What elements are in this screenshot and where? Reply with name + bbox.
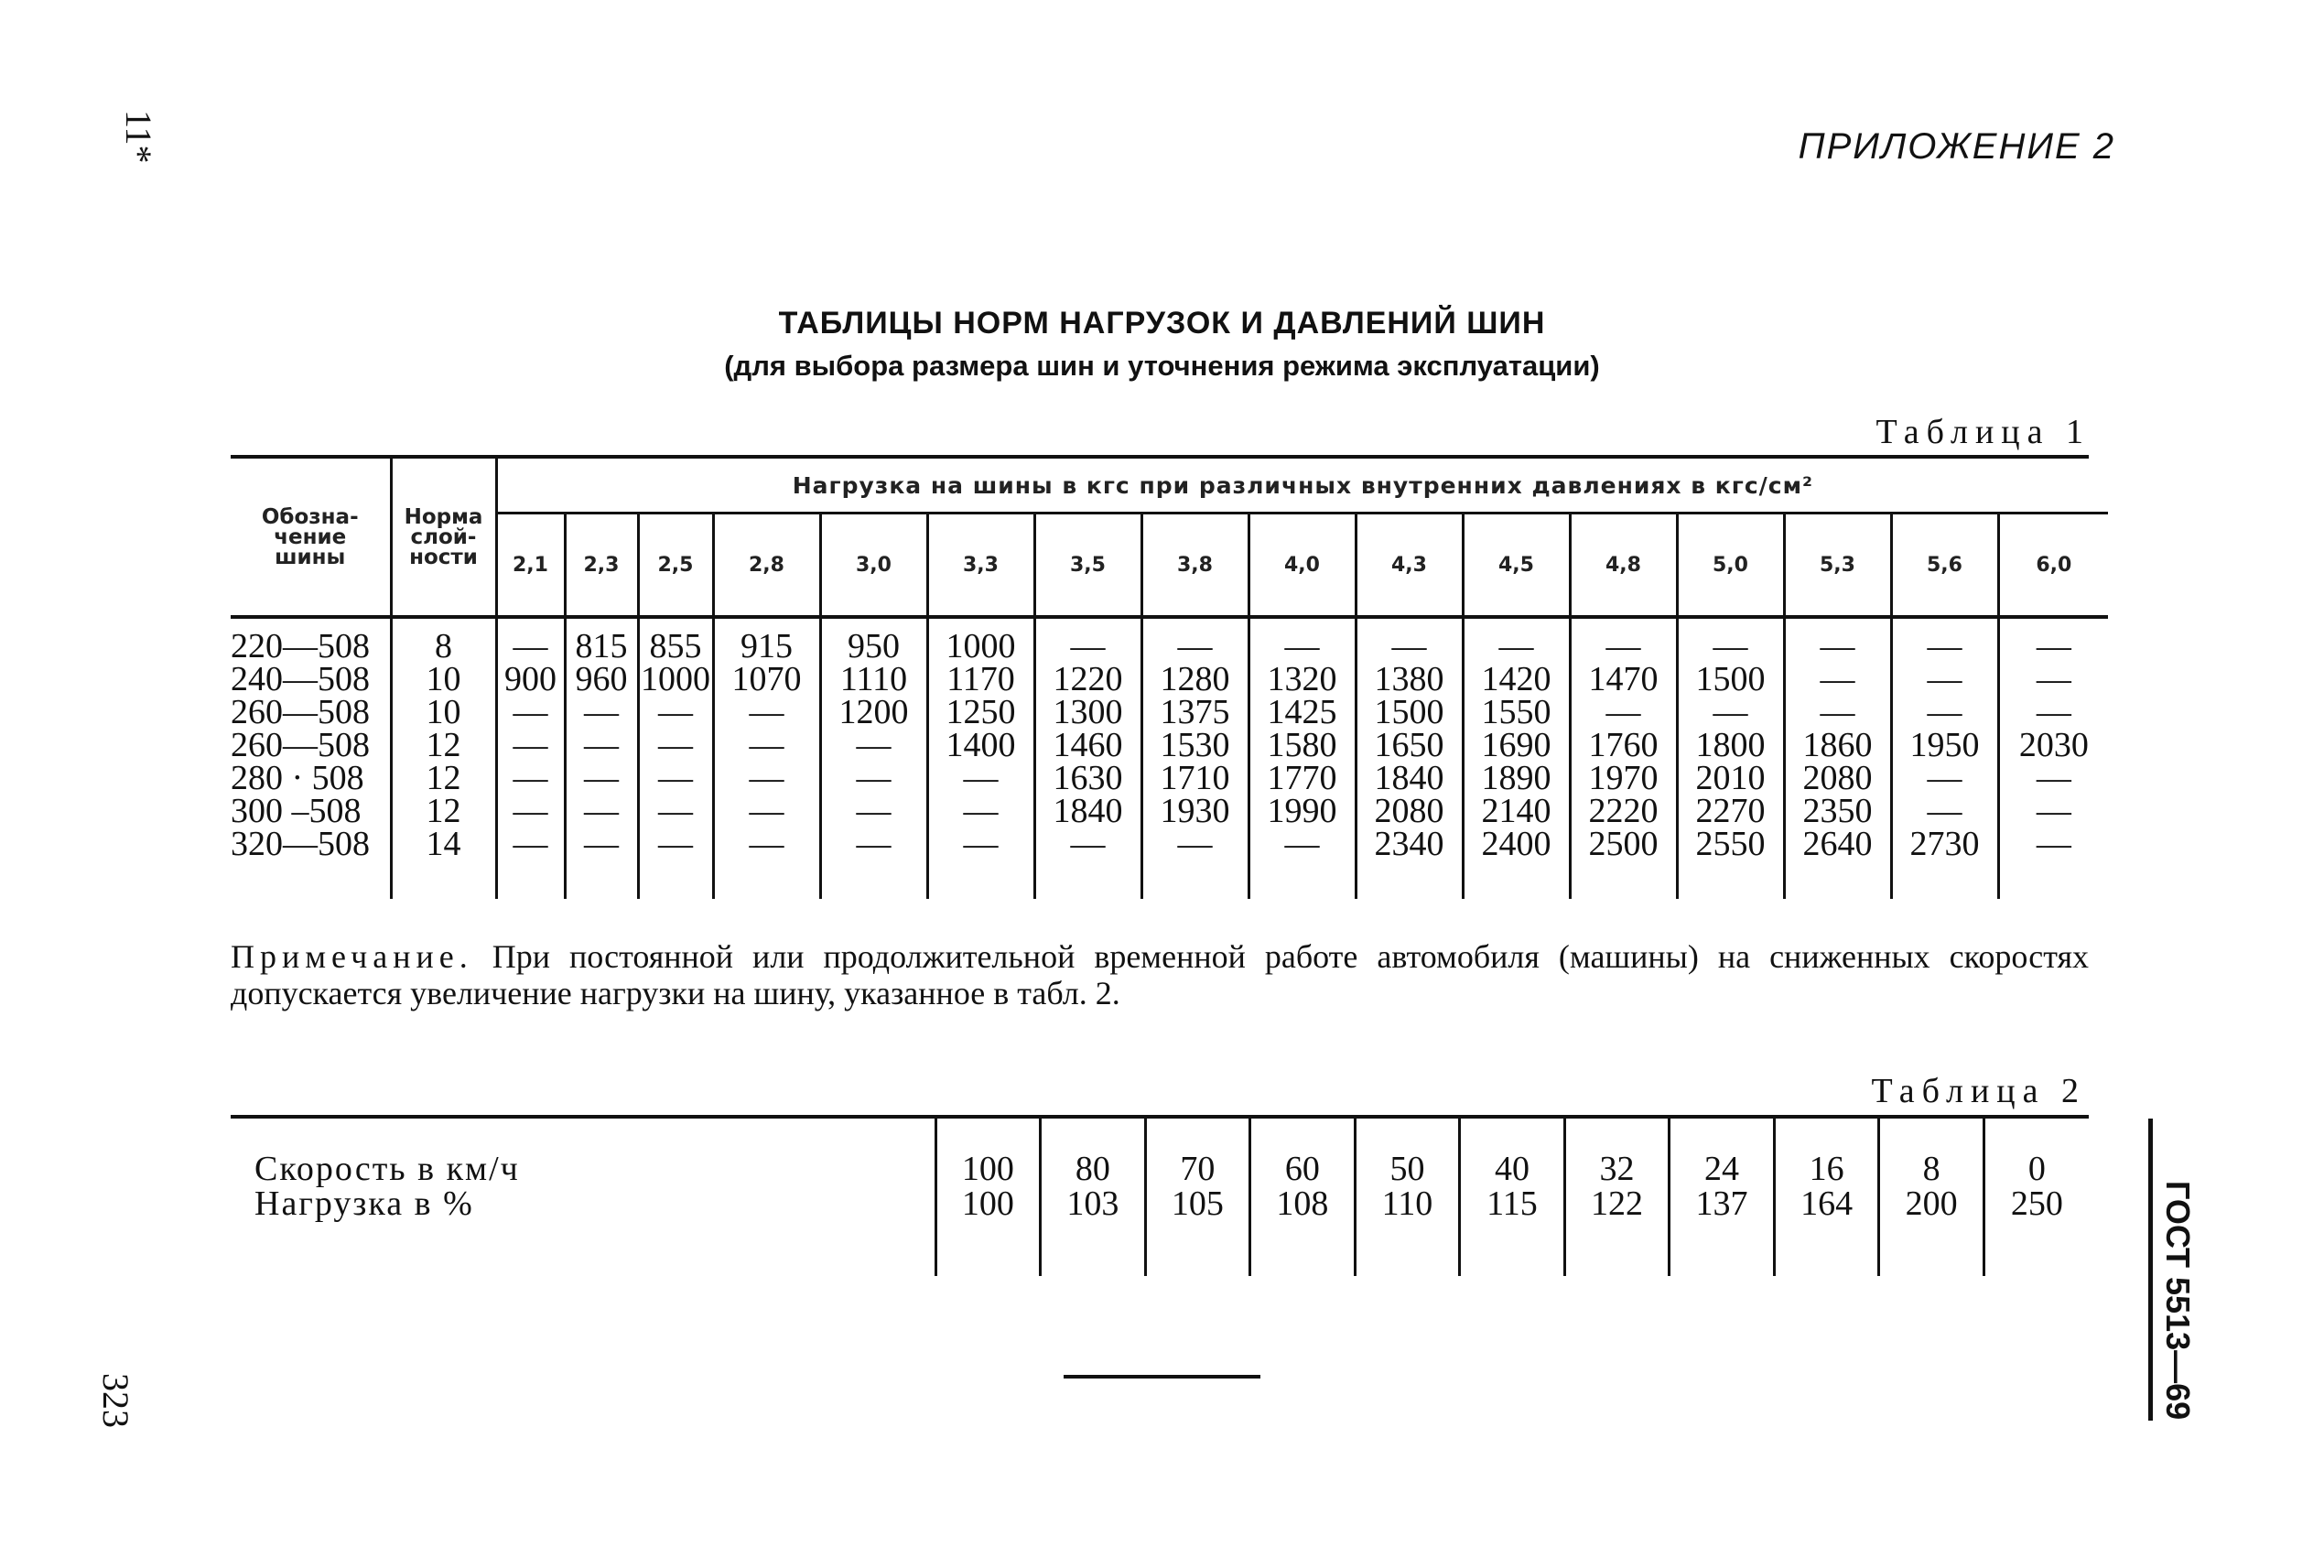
tire-designation: 300 –508 (231, 792, 362, 830)
speed-value: 24 (1670, 1152, 1775, 1186)
load-cell: — (1248, 630, 1356, 663)
pressure-header-cell: 5,0 (1677, 514, 1784, 618)
load-cell: — (1784, 663, 1891, 696)
load-cell: — (1998, 663, 2108, 696)
load-cell: 2400 (1463, 827, 1570, 860)
ply-rating: 12 (391, 762, 496, 795)
speed-load-table (231, 1115, 2089, 1276)
note-lead: Примечание. (231, 938, 473, 975)
designation-header: Обозна- чение шины (261, 504, 359, 569)
table-note (231, 938, 2089, 1011)
load-label: Нагрузка в % (254, 1184, 474, 1223)
load-cell: 1320 (1248, 663, 1356, 696)
load-cell: 1800 (1677, 729, 1784, 762)
load-cell: 1760 (1570, 729, 1677, 762)
spacer-row (231, 860, 2108, 899)
table-row (231, 630, 2108, 663)
load-cell: 2030 (1998, 729, 2108, 762)
load-cell: — (565, 827, 638, 860)
load-cell: 1630 (1034, 762, 1141, 795)
load-cell: 1000 (638, 663, 713, 696)
load-cell: 1375 (1141, 696, 1248, 729)
load-cell: 1070 (713, 663, 820, 696)
load-cell: 2080 (1356, 795, 1463, 827)
pressure-header-cell: 4,5 (1463, 514, 1570, 618)
load-cell: — (565, 696, 638, 729)
load-cell: — (820, 729, 927, 762)
table2-pad-row (231, 1221, 2089, 1276)
pressure-header-cell: 5,3 (1784, 514, 1891, 618)
load-cell: — (496, 696, 565, 729)
table-row (231, 729, 2108, 762)
load-cell: — (638, 696, 713, 729)
load-cell: — (1891, 630, 1998, 663)
load-cell: 2500 (1570, 827, 1677, 860)
load-cell: 1530 (1141, 729, 1248, 762)
tire-designation: 320—508 (231, 825, 370, 863)
load-cell: — (1891, 795, 1998, 827)
load-cell: 1970 (1570, 762, 1677, 795)
load-cell: — (638, 762, 713, 795)
pressure-header-cell: 3,8 (1141, 514, 1248, 618)
load-cell: 1400 (927, 729, 1034, 762)
load-cell: 2220 (1570, 795, 1677, 827)
pressure-header-cell: 5,6 (1891, 514, 1998, 618)
load-cell: 900 (496, 663, 565, 696)
note-text: При постоянной или продолжительной временной работе автомобиля (машины) на сниженных скоростях допускается увеличение нагрузки на шину, указанное в табл. 2. (231, 938, 2090, 1011)
load-cell: 2730 (1891, 827, 1998, 860)
load-cell: 1930 (1141, 795, 1248, 827)
load-cell: — (1998, 827, 2108, 860)
load-cell: — (1034, 827, 1141, 860)
tire-designation: 260—508 (231, 693, 370, 731)
load-cell: 1460 (1034, 729, 1141, 762)
load-percent-value: 108 (1250, 1186, 1356, 1221)
pressure-header-cell: 6,0 (1998, 514, 2108, 618)
pressure-header-row (231, 514, 2108, 618)
table-row (231, 696, 2108, 729)
load-cell: — (1998, 630, 2108, 663)
ply-rating: 10 (391, 663, 496, 696)
load-cell: 1000 (927, 630, 1034, 663)
load-cell: — (713, 729, 820, 762)
load-cell: — (1998, 696, 2108, 729)
load-cell: — (1356, 630, 1463, 663)
load-cell: 950 (820, 630, 927, 663)
ply-rating: 10 (391, 696, 496, 729)
load-percent-value: 122 (1564, 1186, 1670, 1221)
load-percent-value: 115 (1460, 1186, 1565, 1221)
load-cell: — (927, 795, 1034, 827)
pressure-header-cell: 2,5 (638, 514, 713, 618)
speed-value: 80 (1041, 1152, 1146, 1186)
load-cell: 1890 (1463, 762, 1570, 795)
table-row (231, 795, 2108, 827)
load-cell: 1200 (820, 696, 927, 729)
load-cell: — (1034, 630, 1141, 663)
speed-row (231, 1152, 2089, 1186)
load-row (231, 1186, 2089, 1221)
load-cell: 1860 (1784, 729, 1891, 762)
tire-designation: 280 · 508 (231, 759, 364, 797)
load-cell: 815 (565, 630, 638, 663)
load-cell: — (1248, 827, 1356, 860)
load-percent-value: 164 (1774, 1186, 1879, 1221)
load-cell: 1950 (1891, 729, 1998, 762)
ply-rating-header: Норма слой- ности (391, 459, 496, 617)
load-cell: — (820, 795, 927, 827)
speed-value: 32 (1564, 1152, 1670, 1186)
table-row (231, 827, 2108, 860)
load-cell: — (927, 762, 1034, 795)
load-cell: 1840 (1356, 762, 1463, 795)
load-cell: 2270 (1677, 795, 1784, 827)
load-cell: — (1570, 696, 1677, 729)
load-cell: — (496, 795, 565, 827)
pressure-header-cell: 2,8 (713, 514, 820, 618)
load-cell: — (1998, 762, 2108, 795)
load-percent-value: 103 (1041, 1186, 1146, 1221)
load-cell: — (638, 795, 713, 827)
load-cell: 1420 (1463, 663, 1570, 696)
load-cell: — (1998, 795, 2108, 827)
load-cell: 2350 (1784, 795, 1891, 827)
page-number: 323 (95, 1373, 136, 1428)
load-spanning-header: Нагрузка на шины в кгс при различных внутренних давлениях в кгс/см² (496, 459, 2108, 514)
load-cell: 855 (638, 630, 713, 663)
load-cell: — (1141, 630, 1248, 663)
load-cell: 1380 (1356, 663, 1463, 696)
pressure-header-cell: 4,0 (1248, 514, 1356, 618)
pressure-header-cell: 4,3 (1356, 514, 1463, 618)
load-cell: 1550 (1463, 696, 1570, 729)
load-cell: — (1570, 630, 1677, 663)
load-cell: — (638, 729, 713, 762)
ply-rating: 14 (391, 827, 496, 860)
load-cell: — (1677, 630, 1784, 663)
load-percent-value: 137 (1670, 1186, 1775, 1221)
load-cell: — (713, 795, 820, 827)
load-cell: 1425 (1248, 696, 1356, 729)
load-cell: — (496, 630, 565, 663)
gost-number: ГОСТ 5513—69 (2159, 1181, 2197, 1421)
load-cell: — (713, 696, 820, 729)
load-cell: 1110 (820, 663, 927, 696)
load-cell: 2340 (1356, 827, 1463, 860)
speed-value: 8 (1879, 1152, 1984, 1186)
load-cell: — (1891, 696, 1998, 729)
speed-value: 16 (1774, 1152, 1879, 1186)
table-row (231, 663, 2108, 696)
load-cell: — (638, 827, 713, 860)
load-cell: 1170 (927, 663, 1034, 696)
appendix-heading: ПРИЛОЖЕНИЕ 2 (1798, 126, 2115, 167)
load-cell: — (1463, 630, 1570, 663)
load-cell: — (565, 795, 638, 827)
table-row (231, 762, 2108, 795)
load-cell: — (496, 729, 565, 762)
speed-label: Скорость в км/ч (254, 1150, 520, 1188)
load-cell: — (496, 762, 565, 795)
load-percent-value: 200 (1879, 1186, 1984, 1221)
speed-value: 100 (935, 1152, 1041, 1186)
speed-value: 40 (1460, 1152, 1565, 1186)
table1-label: Таблица 1 (1875, 413, 2091, 451)
load-cell: — (927, 827, 1034, 860)
load-cell: — (565, 729, 638, 762)
tire-designation: 240—508 (231, 660, 370, 698)
load-cell: 2640 (1784, 827, 1891, 860)
load-cell: 2010 (1677, 762, 1784, 795)
load-cell: 1580 (1248, 729, 1356, 762)
load-cell: — (1784, 696, 1891, 729)
speed-value: 60 (1250, 1152, 1356, 1186)
document-title: ТАБЛИЦЫ НОРМ НАГРУЗОК И ДАВЛЕНИЙ ШИН (778, 306, 1546, 341)
load-cell: 1500 (1356, 696, 1463, 729)
load-cell: 1220 (1034, 663, 1141, 696)
load-cell: 1770 (1248, 762, 1356, 795)
load-cell: — (565, 762, 638, 795)
load-cell: — (1677, 696, 1784, 729)
load-cell: 915 (713, 630, 820, 663)
load-cell: — (1141, 827, 1248, 860)
speed-value: 70 (1145, 1152, 1250, 1186)
ply-rating: 12 (391, 729, 496, 762)
load-cell: — (713, 762, 820, 795)
load-cell: 2080 (1784, 762, 1891, 795)
load-cell: — (1891, 762, 1998, 795)
load-percent-value: 105 (1145, 1186, 1250, 1221)
load-cell: — (713, 827, 820, 860)
load-cell: 1990 (1248, 795, 1356, 827)
load-cell: 960 (565, 663, 638, 696)
table2-pad-row (231, 1119, 2089, 1152)
load-cell: 1250 (927, 696, 1034, 729)
load-cell: — (1891, 663, 1998, 696)
load-cell: 2550 (1677, 827, 1784, 860)
speed-value: 0 (1984, 1152, 2089, 1186)
pressure-header-cell: 2,1 (496, 514, 565, 618)
margin-signature-mark: 11* (118, 110, 159, 164)
pressure-header-cell: 4,8 (1570, 514, 1677, 618)
load-cell: 1280 (1141, 663, 1248, 696)
load-cell: 1650 (1356, 729, 1463, 762)
ply-rating: 12 (391, 795, 496, 827)
load-cell: 1300 (1034, 696, 1141, 729)
tire-load-table (231, 455, 2089, 899)
load-percent-value: 100 (935, 1186, 1041, 1221)
gost-side-rule (2148, 1119, 2153, 1421)
load-cell: 1840 (1034, 795, 1141, 827)
load-cell: — (820, 762, 927, 795)
load-cell: — (496, 827, 565, 860)
load-cell: 1690 (1463, 729, 1570, 762)
load-cell: 1500 (1677, 663, 1784, 696)
table2-label: Таблица 2 (1871, 1072, 2086, 1110)
pressure-header-cell: 3,3 (927, 514, 1034, 618)
ply-rating: 8 (391, 630, 496, 663)
tire-designation: 220—508 (231, 627, 370, 665)
load-percent-value: 110 (1355, 1186, 1460, 1221)
load-cell: — (820, 827, 927, 860)
load-cell: — (1784, 630, 1891, 663)
pressure-header-cell: 2,3 (565, 514, 638, 618)
load-cell: 1710 (1141, 762, 1248, 795)
speed-value: 50 (1355, 1152, 1460, 1186)
load-cell: 2140 (1463, 795, 1570, 827)
document-subtitle: (для выбора размера шин и уточнения режима эксплуатации) (724, 350, 1600, 382)
table1-body (231, 617, 2108, 899)
load-cell: 1470 (1570, 663, 1677, 696)
load-percent-value: 250 (1984, 1186, 2089, 1221)
pressure-header-cell: 3,0 (820, 514, 927, 618)
tire-designation: 260—508 (231, 726, 370, 764)
bottom-rule (1064, 1375, 1260, 1379)
pressure-header-cell: 3,5 (1034, 514, 1141, 618)
